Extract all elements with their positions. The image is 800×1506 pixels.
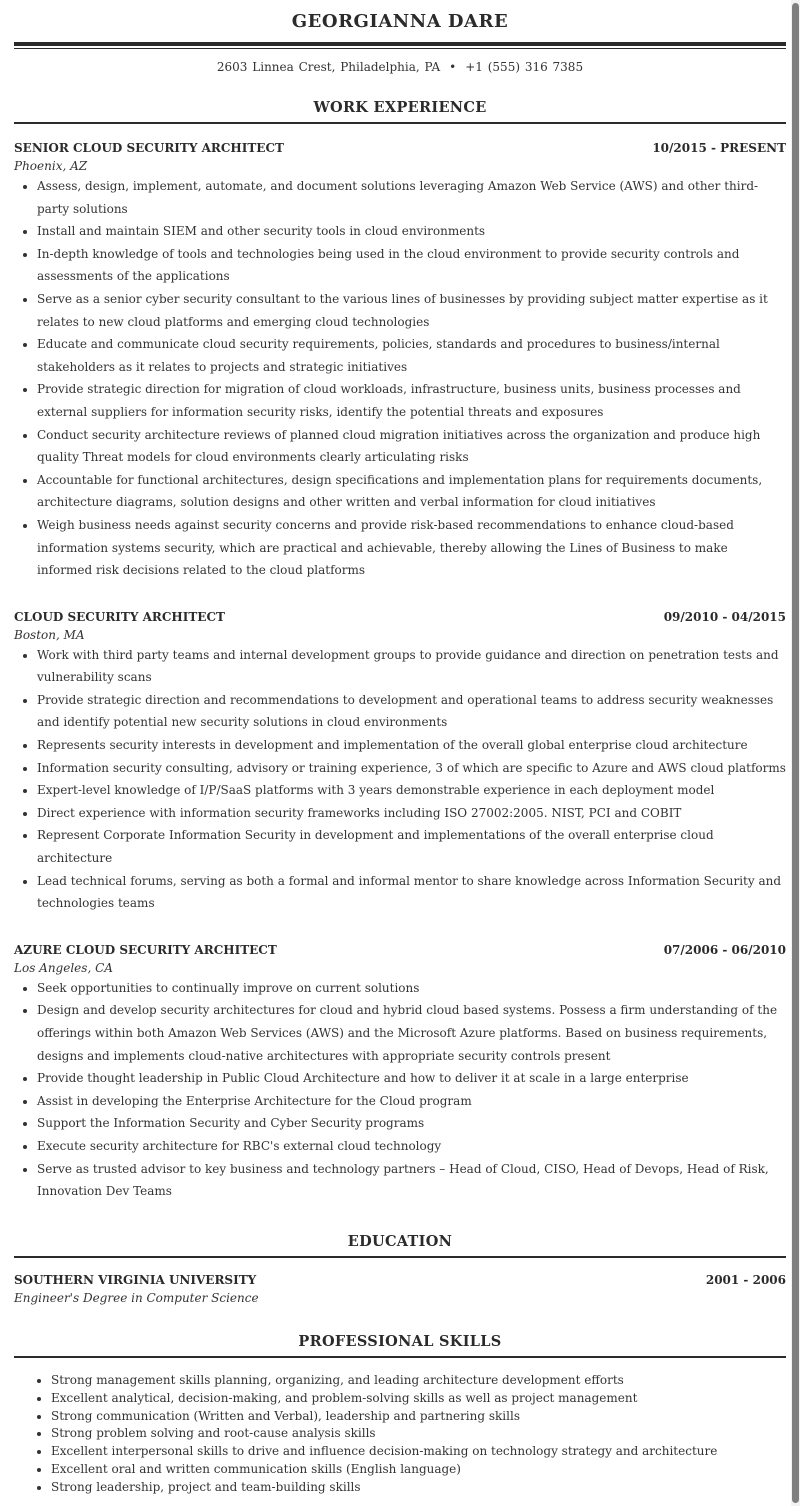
duty-item: • Execute security architecture for RBC's external cloud technology xyxy=(37,1135,786,1158)
duty-item: • Weigh business needs against security concerns and provide risk-based recommendations to enhance cloud-based information systems security, which are practical and achievable, thereby allowing the Lines of Business to make informed risk decisions related to the cloud platforms xyxy=(37,514,786,582)
header-divider-thin xyxy=(14,48,786,49)
address: 2603 Linnea Crest, Philadelphia, PA xyxy=(216,60,441,74)
duty-item: • Design and develop security architectures for cloud and hybrid cloud based systems. Possess a firm understanding of the offerings within both Amazon Web Services (AWS) and the Microsoft Azure platforms. Based on business requirements, designs and implements cloud-native architectures with appropriate security controls present xyxy=(37,999,786,1067)
job-header xyxy=(14,610,786,627)
section-divider xyxy=(14,1256,786,1258)
job-location: Los Angeles, CA xyxy=(14,960,113,975)
job-location: Phoenix, AZ xyxy=(14,159,88,173)
contact-line xyxy=(14,60,786,80)
skills-section xyxy=(14,1331,786,1497)
work-experience-section xyxy=(14,97,786,1203)
duty-item: • Provide thought leadership in Public Cloud Architecture and how to deliver it at scale in a large enterprise xyxy=(37,1067,786,1090)
section-title-work: WORK EXPERIENCE xyxy=(313,99,487,116)
section-divider xyxy=(14,122,786,124)
duty-item: • Direct experience with information security frameworks including ISO 27002:2005. NIST, PCI and COBIT xyxy=(37,802,786,825)
scrollbar[interactable] xyxy=(791,0,800,1506)
duty-item: • Serve as a senior cyber security consultant to the various lines of businesses by providing subject matter expertise as it relates to new cloud platforms and emerging cloud technologies xyxy=(37,288,786,333)
duty-item: • Provide strategic direction for migration of cloud workloads, infrastructure, business units, business processes and external suppliers for information security risks, identify the potential threats and exposures xyxy=(37,378,786,423)
education-entry xyxy=(14,1273,786,1307)
duty-item: • Conduct security architecture reviews of planned cloud migration initiatives across the organization and produce high quality Threat models for cloud environments clearly articulating risks xyxy=(37,424,786,469)
degree: Engineer's Degree in Computer Science xyxy=(14,1290,259,1305)
duty-item: • Expert-level knowledge of I/P/SaaS platforms with 3 years demonstrable experience in each deployment model xyxy=(37,779,786,802)
skill-item: • Excellent oral and written communication skills (English language) xyxy=(51,1461,786,1479)
duty-item: • Install and maintain SIEM and other security tools in cloud environments xyxy=(37,220,786,243)
resume-page xyxy=(14,0,786,1497)
job-dates: 10/2015 - PRESENT xyxy=(652,141,786,155)
duty-item: • Educate and communicate cloud security requirements, policies, standards and procedures to business/internal stakeholders as it relates to projects and strategic initiatives xyxy=(37,333,786,378)
school-name: SOUTHERN VIRGINIA UNIVERSITY xyxy=(14,1272,257,1287)
job-duties xyxy=(14,175,786,582)
skill-item: • Strong communication (Written and Verbal), leadership and partnering skills xyxy=(51,1408,786,1426)
education-dates: 2001 - 2006 xyxy=(705,1272,786,1287)
candidate-name: GEORGIANNA DARE xyxy=(291,11,509,32)
job-entry xyxy=(14,943,786,1203)
education-section xyxy=(14,1231,786,1307)
job-dates: 09/2010 - 04/2015 xyxy=(663,609,786,624)
job-header xyxy=(14,943,786,960)
section-title-skills: PROFESSIONAL SKILLS xyxy=(298,1332,502,1350)
duty-item: • Work with third party teams and internal development groups to provide guidance and direction on penetration tests and vulnerability scans xyxy=(37,644,786,689)
skill-item: • Strong management skills planning, organizing, and leading architecture development efforts xyxy=(51,1372,786,1390)
skill-item: • Strong leadership, project and team-building skills xyxy=(51,1479,786,1497)
job-location: Boston, MA xyxy=(14,627,85,642)
skills-list xyxy=(14,1372,786,1497)
job-title: AZURE CLOUD SECURITY ARCHITECT xyxy=(14,942,277,957)
section-title-education: EDUCATION xyxy=(347,1232,453,1250)
duty-item: • Provide strategic direction and recommendations to development and operational teams to address security weaknesses and identify potential new security solutions in cloud environments xyxy=(37,689,786,734)
duty-item: • Lead technical forums, serving as both a formal and informal mentor to share knowledge across Information Security and technologies teams xyxy=(37,870,786,915)
duty-item: • Serve as trusted advisor to key business and technology partners – Head of Cloud, CISO, Head of Devops, Head of Risk, Innovation Dev Teams xyxy=(37,1158,786,1203)
skill-item: • Excellent interpersonal skills to drive and influence decision-making on technology strategy and architecture xyxy=(51,1443,786,1461)
duty-item: • Assist in developing the Enterprise Architecture for the Cloud program xyxy=(37,1090,786,1113)
duty-item: • Accountable for functional architectures, design specifications and implementation plans for requirements documents, architecture diagrams, solution designs and other written and verbal information for cloud initiatives xyxy=(37,469,786,514)
job-entry xyxy=(14,610,786,915)
scrollbar-thumb[interactable] xyxy=(792,3,799,1503)
skill-item: • Excellent analytical, decision-making, and problem-solving skills as well as project management xyxy=(51,1390,786,1408)
duty-item: • Support the Information Security and Cyber Security programs xyxy=(37,1112,786,1135)
education-header xyxy=(14,1273,786,1290)
duty-item: • Represent Corporate Information Security in development and implementations of the overall enterprise cloud architecture xyxy=(37,824,786,869)
skill-item: • Strong problem solving and root-cause analysis skills xyxy=(51,1425,786,1443)
contact-separator: • xyxy=(449,60,457,74)
duty-item: • Assess, design, implement, automate, and document solutions leveraging Amazon Web Service (AWS) and other third-party solutions xyxy=(37,175,786,220)
header-divider-thick xyxy=(14,42,786,46)
phone: +1 (555) 316 7385 xyxy=(465,60,584,74)
duty-item: • In-depth knowledge of tools and technologies being used in the cloud environment to provide security controls and assessments of the applications xyxy=(37,243,786,288)
section-divider xyxy=(14,1356,786,1358)
job-header xyxy=(14,141,786,158)
job-duties xyxy=(14,977,786,1203)
job-entry xyxy=(14,141,786,582)
job-title: CLOUD SECURITY ARCHITECT xyxy=(14,609,225,624)
duty-item: • Seek opportunities to continually improve on current solutions xyxy=(37,977,786,1000)
duty-item: • Represents security interests in development and implementation of the overall global enterprise cloud architecture xyxy=(37,734,786,757)
duty-item: • Information security consulting, advisory or training experience, 3 of which are specific to Azure and AWS cloud platforms xyxy=(37,757,786,780)
job-duties xyxy=(14,644,786,915)
job-dates: 07/2006 - 06/2010 xyxy=(663,942,786,957)
job-title: SENIOR CLOUD SECURITY ARCHITECT xyxy=(14,141,284,155)
